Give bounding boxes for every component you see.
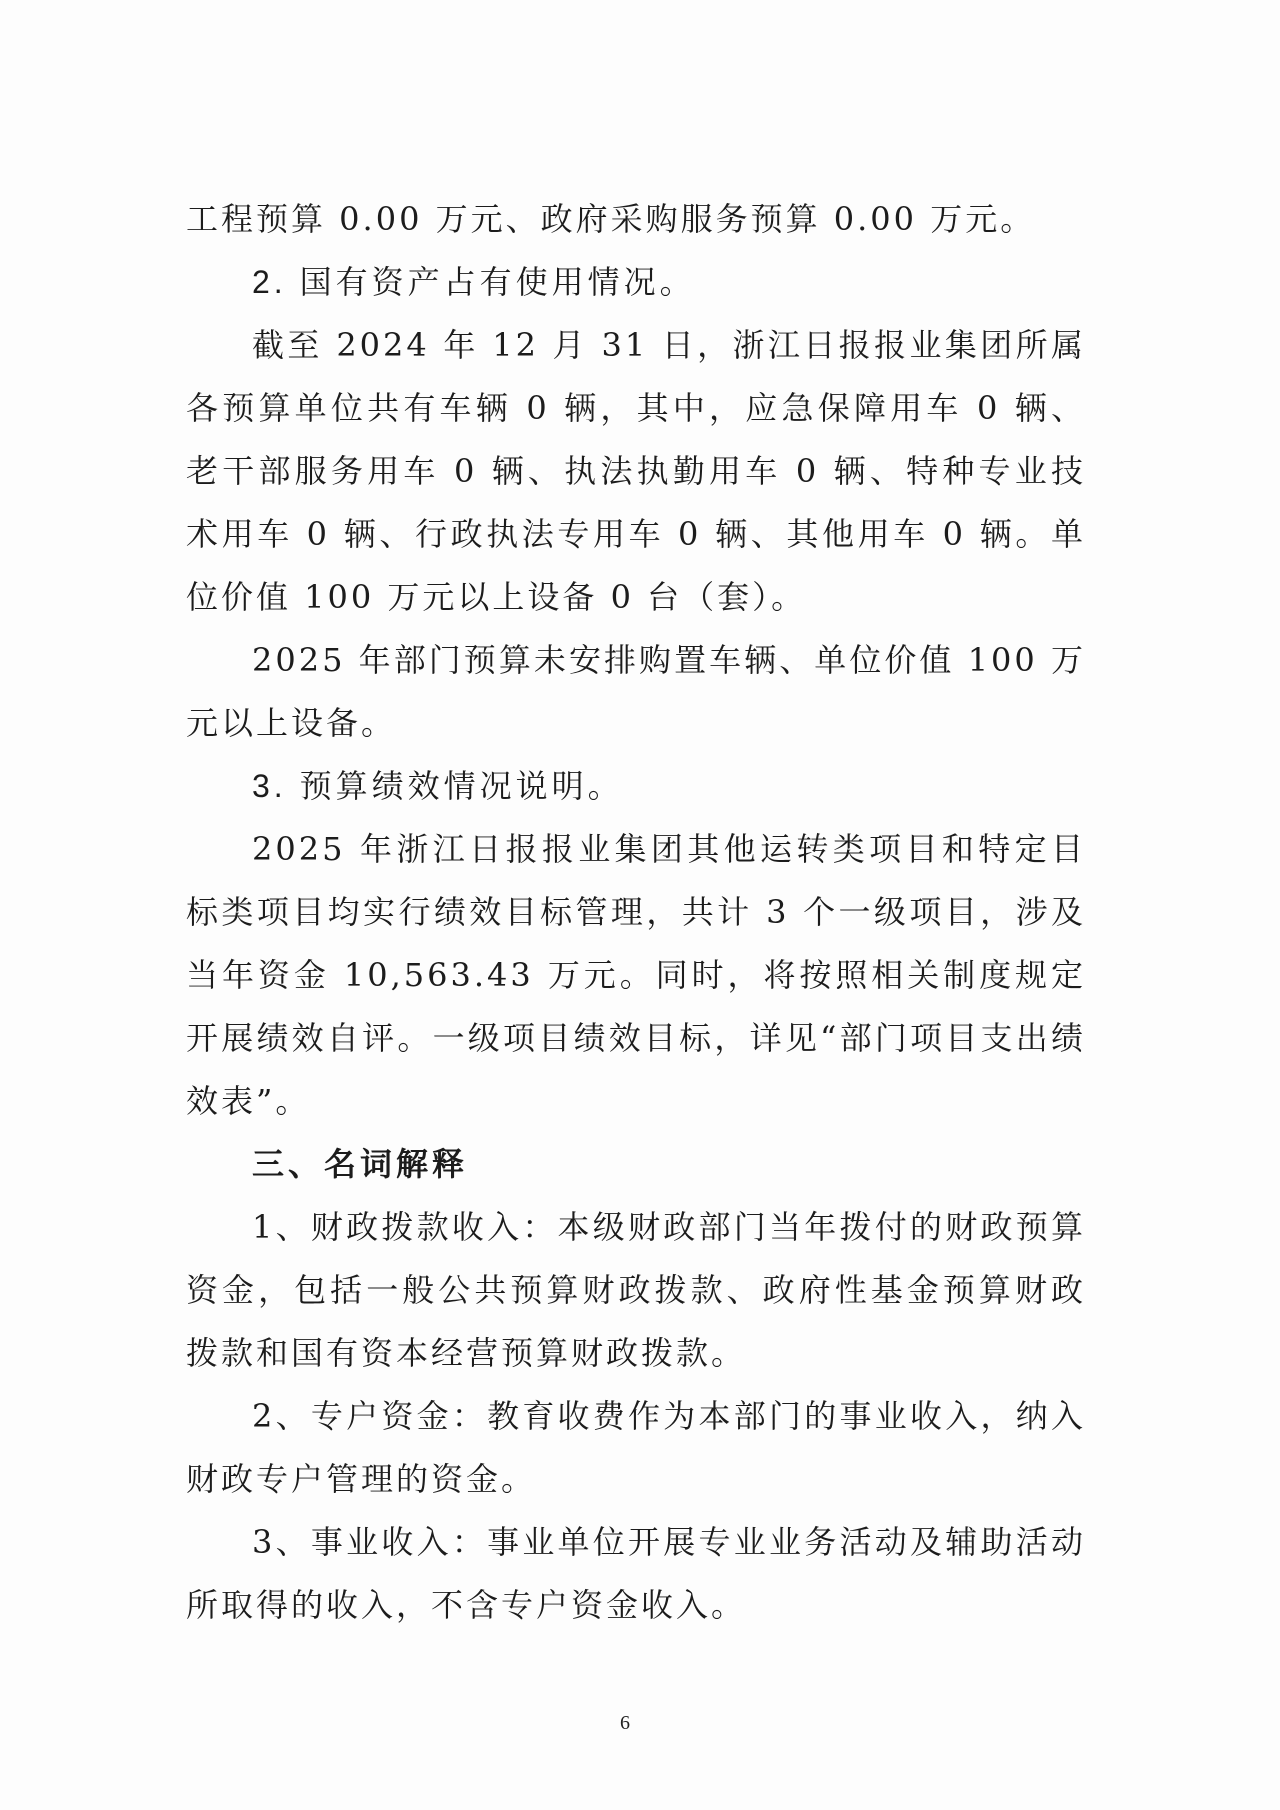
heading-performance: 3. 预算绩效情况说明。 bbox=[252, 768, 624, 804]
term-business-income: 3、事业收入：事业单位开展专业业务活动及辅助活动所取得的收入，不含专户资金收入。 bbox=[186, 1523, 1086, 1624]
para-performance: 2025 年浙江日报报业集团其他运转类项目和特定目标类项目均实行绩效目标管理，共计 3 个一级项目，涉及当年资金 10,563.43 万元。同时，将按照相关制度规定开展绩效自评。一级项目绩效目标，详见“部门项目支出绩效表”。 bbox=[186, 830, 1086, 1120]
heading-glossary: 三、名词解释 bbox=[252, 1145, 469, 1183]
para-continuation: 工程预算 0.00 万元、政府采购服务预算 0.00 万元。 bbox=[186, 200, 1036, 238]
term-fiscal-allocation: 1、财政拨款收入：本级财政部门当年拨付的财政预算资金，包括一般公共预算财政拨款、政府性基金预算财政拨款和国有资本经营预算财政拨款。 bbox=[186, 1208, 1086, 1372]
para-vehicles: 截至 2024 年 12 月 31 日，浙江日报报业集团所属各预算单位共有车辆 0 辆，其中，应急保障用车 0 辆、老干部服务用车 0 辆、执法执勤用车 0 辆、特种专业技术用车 0 辆、行政执法专用车 0 辆、其他用车 0 辆。单位价值 100 万元以上设备 0 台（套）。 bbox=[186, 326, 1086, 616]
heading-state-assets: 2. 国有资产占有使用情况。 bbox=[252, 264, 696, 300]
term-special-account: 2、专户资金：教育收费作为本部门的事业收入，纳入财政专户管理的资金。 bbox=[186, 1397, 1086, 1498]
document-body bbox=[186, 188, 1086, 1637]
page-number: 6 bbox=[620, 1712, 630, 1734]
para-2025-budget: 2025 年部门预算未安排购置车辆、单位价值 100 万元以上设备。 bbox=[186, 641, 1086, 742]
